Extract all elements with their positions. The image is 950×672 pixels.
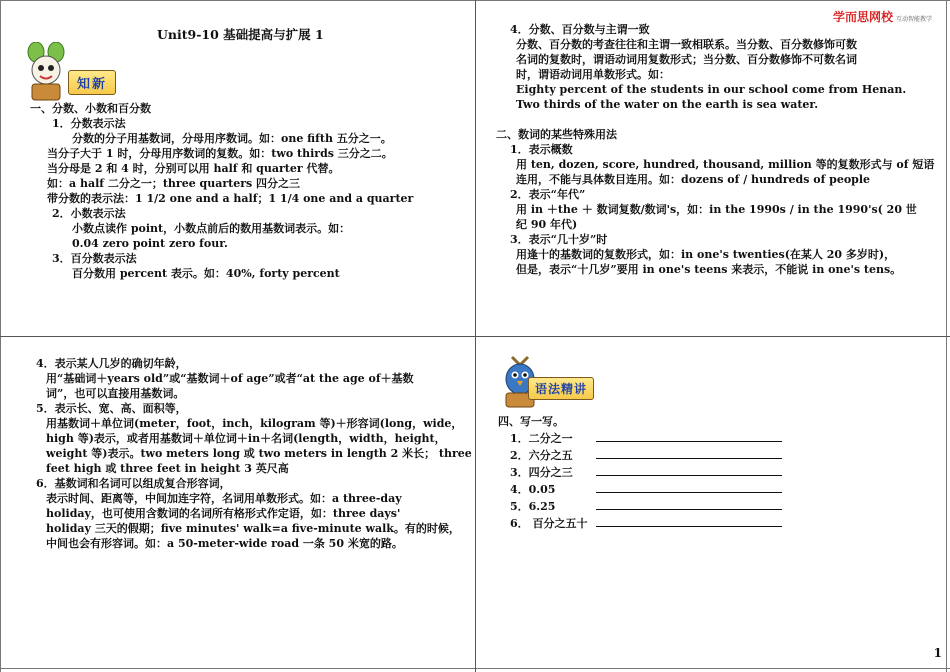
exercise-item-1 bbox=[498, 431, 782, 446]
quadrant-3-content bbox=[36, 356, 472, 551]
subsection-heading: 3．表示“几十岁”时 bbox=[510, 233, 608, 246]
text-line: 表示时间、距离等，中间加连字符，名词用单数形式。如：a three-day bbox=[46, 492, 402, 505]
quadrant-divider-horizontal bbox=[0, 336, 950, 337]
exercise-item-3 bbox=[498, 465, 782, 480]
exercise-item-4 bbox=[498, 482, 782, 497]
text-line: 但是，表示“十几岁”要用 in one's teens 来表示，不能说 in one's tens。 bbox=[516, 263, 902, 276]
exercise-label: 4．0.05 bbox=[510, 483, 556, 496]
text-line: 百分数用 percent 表示。如：40%, forty percent bbox=[72, 267, 340, 280]
answer-blank[interactable] bbox=[596, 516, 782, 527]
text-line: 纪 90 年代) bbox=[516, 218, 578, 231]
text-line: 分数的分子用基数词，分母用序数词。如：one fifth 五分之一。 bbox=[72, 132, 392, 145]
answer-blank[interactable] bbox=[596, 465, 782, 476]
quadrant-1-content bbox=[30, 101, 413, 281]
brand-subtitle: 互动智能教学 bbox=[895, 16, 932, 23]
text-line: feet high 或 three feet in height 3 英尺高 bbox=[46, 462, 289, 475]
section-heading: 一、分数、小数和百分数 bbox=[30, 102, 151, 115]
exercise-label: 6． 百分之五十 bbox=[510, 517, 588, 530]
exercise-item-6 bbox=[498, 516, 782, 531]
page-title: Unit9-10 基础提高与扩展 1 bbox=[157, 27, 324, 42]
subsection-heading: 2．小数表示法 bbox=[52, 207, 126, 220]
subsection-heading: 2．表示“年代” bbox=[510, 188, 586, 201]
answer-blank[interactable] bbox=[596, 482, 782, 493]
text-line: 名词的复数时，谓语动词用复数形式；当分数、百分数修饰不可数名词 bbox=[516, 53, 857, 66]
example-sentence: Two thirds of the water on the earth is sea water. bbox=[516, 98, 819, 111]
section-heading: 四、写一写。 bbox=[498, 415, 564, 428]
text-line: holiday，也可使用含数词的名词所有格形式作定语，如：three days' bbox=[46, 507, 401, 520]
answer-blank[interactable] bbox=[596, 499, 782, 510]
exercise-item-5 bbox=[498, 499, 782, 514]
subsection-heading: 1．分数表示法 bbox=[52, 117, 126, 130]
quadrant-2-content bbox=[496, 22, 935, 277]
text-line: 用基数词＋单位词(meter，foot，inch，kilogram 等)＋形容词(long，wide， bbox=[46, 417, 463, 430]
text-line: 连用，不能与具体数目连用。如：dozens of / hundreds of people bbox=[516, 173, 871, 186]
page-number: 1 bbox=[933, 646, 942, 660]
subsection-heading: 3．百分数表示法 bbox=[52, 252, 137, 265]
text-line: 0.04 zero point zero four. bbox=[72, 237, 228, 250]
text-line: 用 in ＋the ＋ 数词复数/数词's，如：in the 1990s / in the 1990's( 20 世 bbox=[516, 203, 917, 216]
text-line: 词”，也可以直接用基数词。 bbox=[46, 387, 185, 400]
subsection-heading: 4．表示某人几岁的确切年龄， bbox=[36, 357, 187, 370]
answer-blank[interactable] bbox=[596, 431, 782, 442]
exercise-item-2 bbox=[498, 448, 782, 463]
section-heading: 二、数词的某些特殊用法 bbox=[496, 128, 617, 141]
text-line: 如：a half 二分之一；three quarters 四分之三 bbox=[47, 177, 301, 190]
text-line: 用“基础词＋years old”或“基数词＋of age”或者“at the age of＋基数 bbox=[46, 372, 414, 385]
badge-zhixin: 知新 bbox=[68, 70, 116, 95]
subsection-heading: 4．分数、百分数与主谓一致 bbox=[510, 23, 650, 36]
brand-name: 学而思网校 bbox=[832, 10, 893, 24]
exercise-label: 3．四分之三 bbox=[510, 466, 573, 479]
text-line: weight 等)表示。two meters long 或 two meters in length 2 米长； three bbox=[46, 447, 472, 460]
text-line: high 等)表示，或者用基数词＋单位词＋in＋名词(length，width，height， bbox=[46, 432, 446, 445]
text-line: 当分子大于 1 时，分母用序数词的复数。如：two thirds 三分之二。 bbox=[47, 147, 393, 160]
text-line: 当分母是 2 和 4 时，分别可以用 half 和 quarter 代替。 bbox=[47, 162, 340, 175]
example-sentence: Eighty percent of the students in our school come from Henan. bbox=[516, 83, 907, 96]
text-line: 小数点读作 point，小数点前后的数用基数词表示。如： bbox=[72, 222, 351, 235]
quadrant-4-content bbox=[498, 414, 782, 533]
subsection-heading: 6．基数词和名词可以组成复合形容词， bbox=[36, 477, 231, 490]
spacer bbox=[500, 112, 934, 127]
exercise-label: 5．6.25 bbox=[510, 500, 556, 513]
exercise-label: 1．二分之一 bbox=[510, 432, 573, 445]
text-line: holiday 三天的假期；five minutes' walk=a five-minute walk。有的时候， bbox=[46, 522, 460, 535]
text-line: 分数、百分数的考查往往和主谓一致相联系。当分数、百分数修饰可数 bbox=[516, 38, 857, 51]
text-line: 用逢十的基数词的复数形式，如：in one's twenties(在某人 20 多岁时)， bbox=[516, 248, 896, 261]
text-line: 时，谓语动词用单数形式。如： bbox=[516, 68, 670, 81]
badge-grammar: 语法精讲 bbox=[528, 377, 594, 400]
subsection-heading: 5．表示长、宽、高、面积等， bbox=[36, 402, 187, 415]
text-line: 中间也会有形容词。如：a 50-meter-wide road 一条 50 米宽的路。 bbox=[46, 537, 403, 550]
answer-blank[interactable] bbox=[596, 448, 782, 459]
text-line: 带分数的表示法：1 1/2 one and a half；1 1/4 one and a quarter bbox=[47, 192, 414, 205]
mascot-icon bbox=[22, 42, 70, 102]
subsection-heading: 1．表示概数 bbox=[510, 143, 573, 156]
exercise-label: 2．六分之五 bbox=[510, 449, 573, 462]
text-line: 用 ten, dozen, score, hundred, thousand, million 等的复数形式与 of 短语 bbox=[516, 158, 935, 171]
